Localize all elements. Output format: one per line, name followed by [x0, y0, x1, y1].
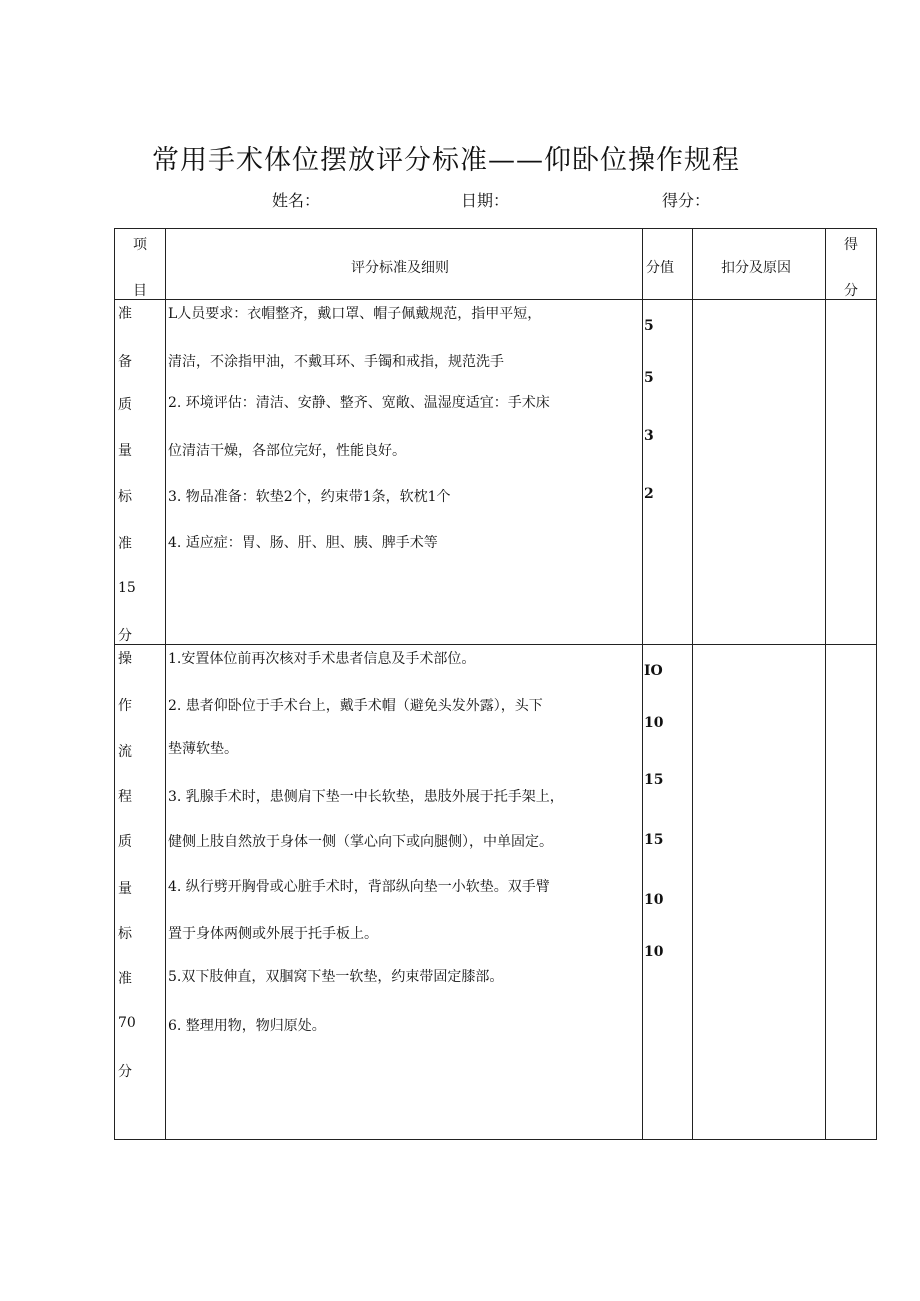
section1-label-char: 准: [118, 536, 132, 552]
section2-label-char: 流: [118, 744, 132, 760]
section2-label-char: 程: [118, 789, 132, 805]
section2-label-char: 分: [118, 1064, 132, 1080]
section2-label-char: 质: [118, 834, 132, 850]
column-divider: [692, 228, 693, 1140]
point-value: 15: [644, 832, 664, 848]
row-divider: [114, 644, 877, 645]
section1-label-char: 备: [118, 354, 132, 370]
point-value: 5: [644, 370, 654, 386]
scoring-table: [114, 228, 877, 1140]
section2-label-char: 70: [118, 1015, 136, 1031]
criteria-line: 2. 环境评估：清洁、安静、整齐、宽敞、温湿度适宜：手术床: [168, 395, 550, 411]
section2-label-char: 准: [118, 971, 132, 987]
section1-label-char: 标: [118, 489, 132, 505]
criteria-line: 健侧上肢自然放于身体一侧（掌心向下或向腿侧），中单固定。: [168, 834, 553, 850]
point-value: 10: [644, 715, 664, 731]
criteria-line: 位清洁干燥，各部位完好，性能良好。: [168, 443, 406, 459]
header-points: 分值: [646, 260, 674, 276]
section2-label-char: 标: [118, 926, 132, 942]
criteria-line: 2. 患者仰卧位于手术台上，戴手术帽（避免头发外露），头下: [168, 698, 543, 714]
column-divider: [165, 228, 166, 1140]
point-value: IO: [644, 663, 663, 679]
header-deduction: 扣分及原因: [721, 260, 791, 276]
section1-label-char: 15: [118, 580, 136, 596]
criteria-line: 置于身体两侧或外展于托手板上。: [168, 926, 378, 942]
point-value: 10: [644, 944, 664, 960]
section2-label-char: 操: [118, 651, 132, 667]
point-value: 10: [644, 892, 664, 908]
criteria-line: 1.安置体位前再次核对手术患者信息及手术部位。: [168, 651, 476, 667]
criteria-line: 垫薄软垫。: [168, 741, 238, 757]
section2-label-char: 作: [118, 698, 132, 714]
point-value: 5: [644, 318, 654, 334]
section1-label-char: 准: [118, 306, 132, 322]
point-value: 2: [644, 486, 654, 502]
header-item-bottom: 目: [133, 283, 147, 299]
column-divider: [825, 228, 826, 1140]
point-value: 15: [644, 772, 664, 788]
criteria-line: 4. 纵行劈开胸骨或心脏手术时，背部纵向垫一小软垫。双手臂: [168, 879, 550, 895]
header-score-bottom: 分: [844, 283, 858, 299]
section1-label-char: 量: [118, 443, 132, 459]
table-border-left: [114, 228, 115, 1140]
header-score-top: 得: [844, 237, 858, 253]
criteria-line: 3. 物品准备：软垫2个，约束带1条，软枕1个: [168, 489, 451, 505]
score-label: 得分：: [662, 191, 711, 210]
criteria-line: L人员要求：衣帽整齐，戴口罩、帽子佩戴规范，指甲平短，: [168, 306, 542, 322]
point-value: 3: [644, 428, 654, 444]
page-title: 常用手术体位摆放评分标准——仰卧位操作规程: [152, 145, 740, 176]
row-divider: [114, 299, 877, 300]
table-border-top: [114, 228, 877, 229]
section1-label-char: 质: [118, 397, 132, 413]
column-divider: [642, 228, 643, 1140]
header-criteria: 评分标准及细则: [351, 260, 449, 276]
table-border-right: [876, 228, 877, 1140]
table-border-bottom: [114, 1139, 877, 1140]
name-label: 姓名：: [272, 191, 321, 210]
criteria-line: 清洁，不涂指甲油，不戴耳环、手镯和戒指，规范洗手: [168, 354, 504, 370]
criteria-line: 3. 乳腺手术时，患侧肩下垫一中长软垫，患肢外展于托手架上，: [168, 789, 564, 805]
header-item-top: 项: [133, 237, 147, 253]
section1-label-char: 分: [118, 628, 132, 644]
date-label: 日期：: [461, 191, 510, 210]
criteria-line: 5.双下肢伸直，双腘窝下垫一软垫，约束带固定膝部。: [168, 969, 504, 985]
section2-label-char: 量: [118, 881, 132, 897]
criteria-line: 6. 整理用物，物归原处。: [168, 1018, 326, 1034]
criteria-line: 4. 适应症：胃、肠、肝、胆、胰、脾手术等: [168, 535, 438, 551]
